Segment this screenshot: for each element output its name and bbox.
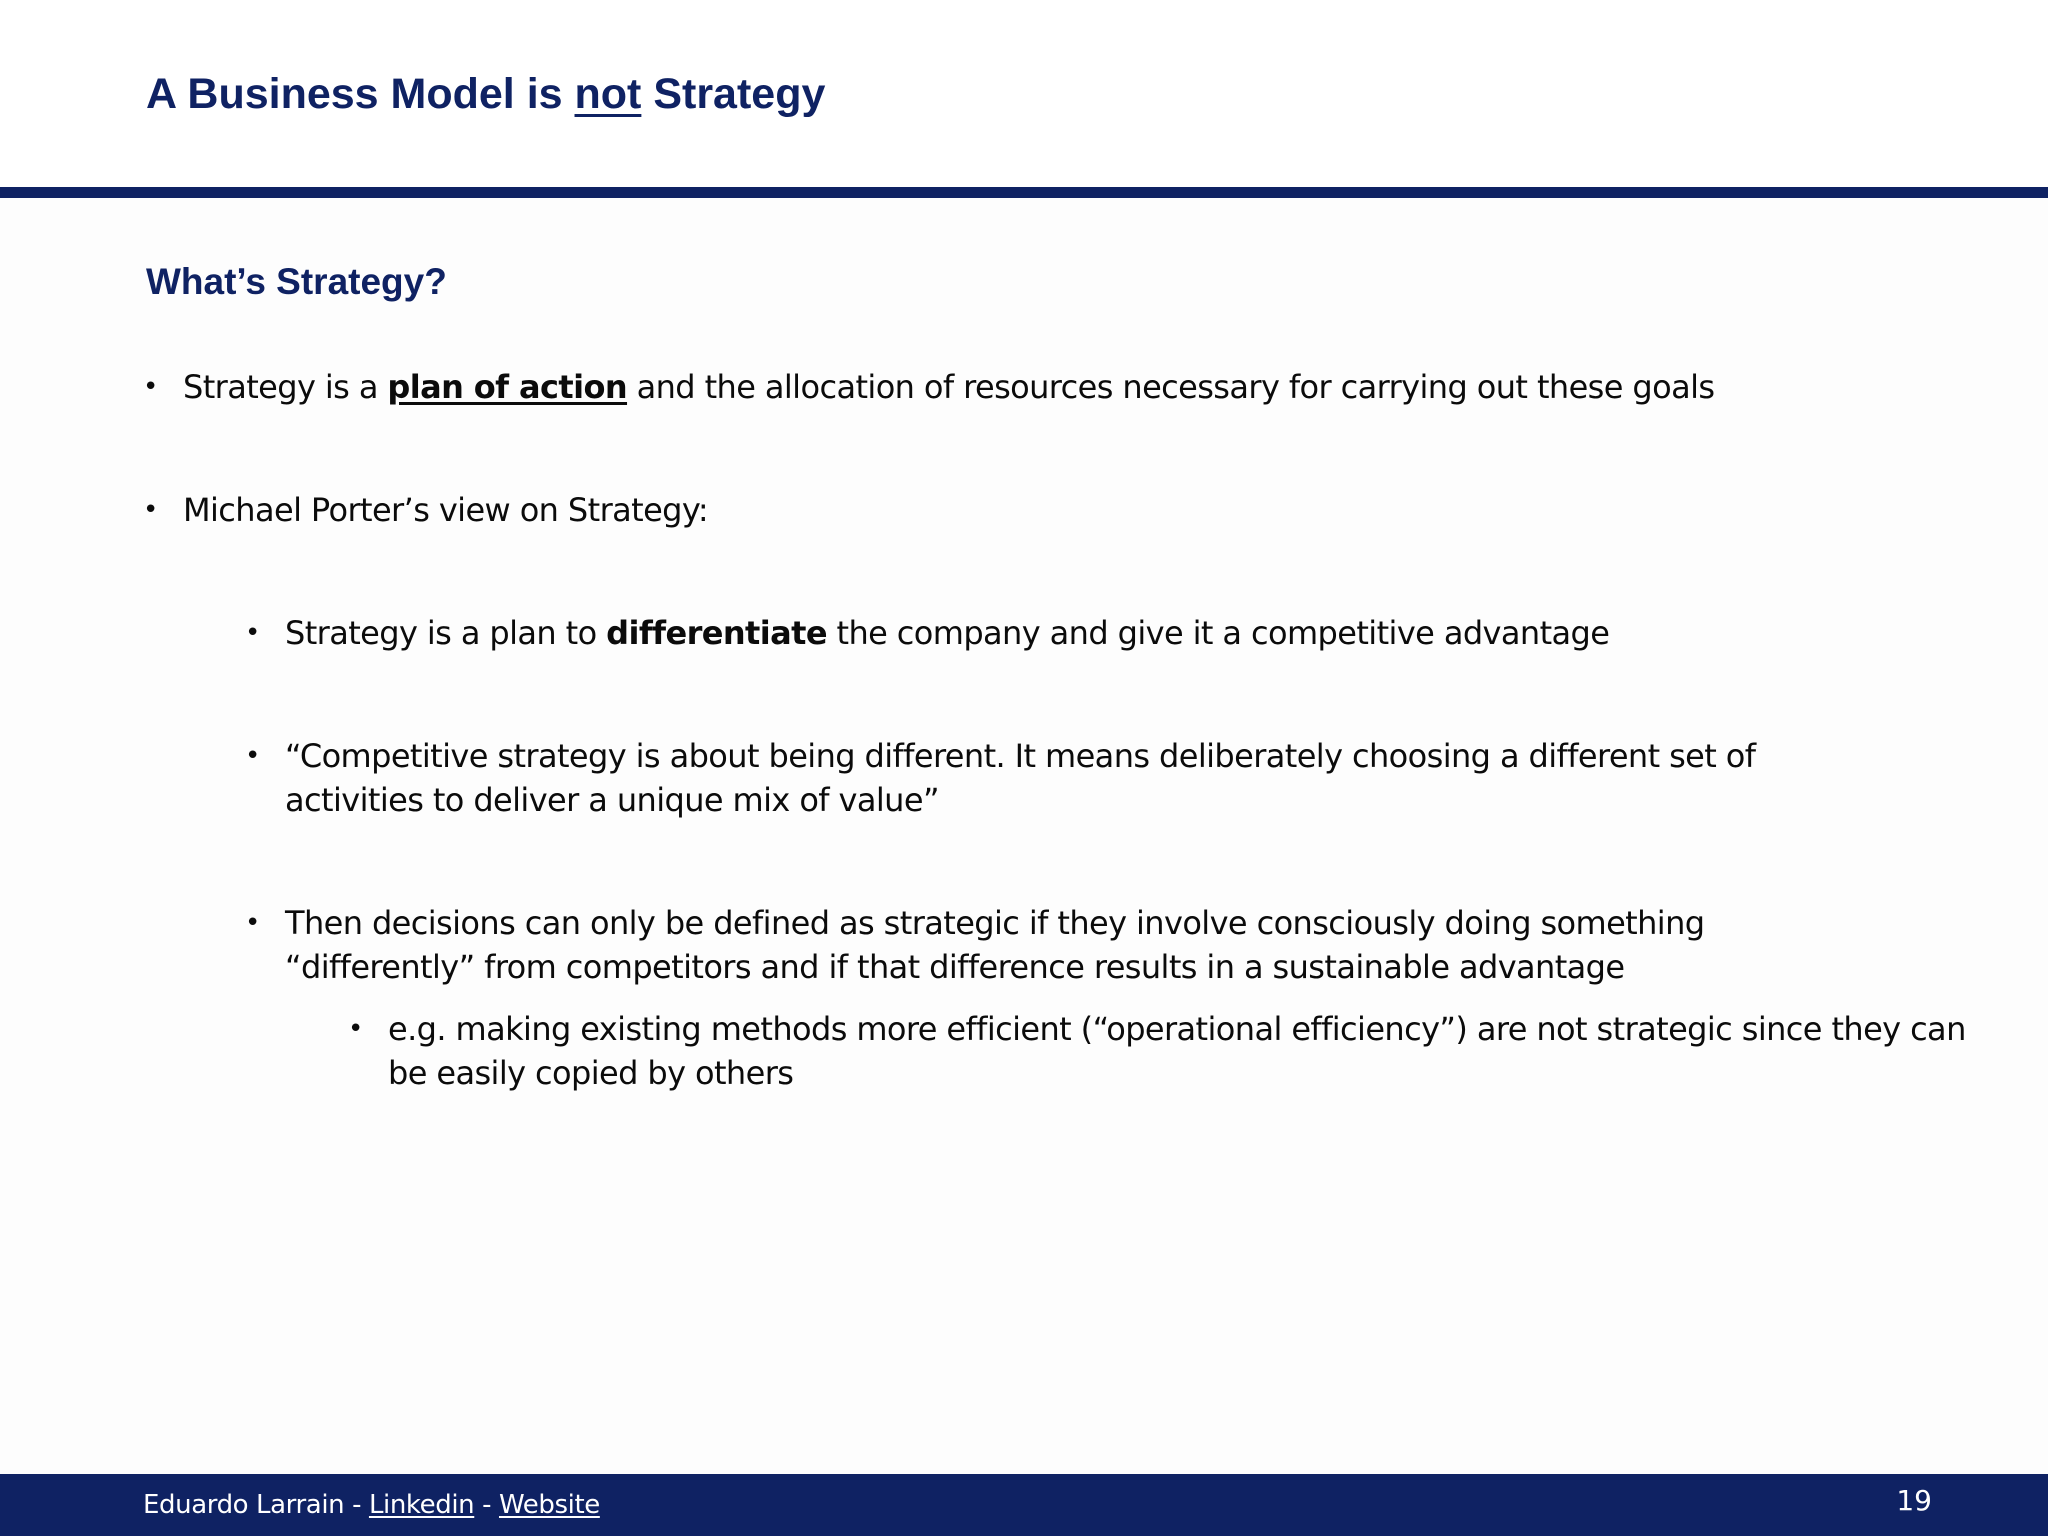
- slide-footer: [0, 1474, 2048, 1536]
- title-part-1: A Business Model is: [146, 70, 575, 118]
- bullet-text: Then decisions can only be defined as strategic if they involve consciously doing something “differently” from competitors and if that difference results in a sustainable advantage: [285, 904, 1705, 986]
- bullet-text-after: and the allocation of resources necessary for carrying out these goals: [627, 368, 1715, 406]
- bullet-text-before: Strategy is a: [183, 368, 388, 406]
- bullet-text: e.g. making existing methods more efficient (“operational efficiency”) are not strategic since they can be easily copied by others: [388, 1010, 1966, 1092]
- footer-author: Eduardo Larrain -: [143, 1490, 369, 1520]
- bullet-emphasis: differentiate: [606, 614, 827, 652]
- bullet-text: “Competitive strategy is about being different. It means deliberately choosing a different set of activities to deliver a unique mix of value”: [285, 737, 1756, 819]
- title-emphasis: not: [574, 70, 642, 118]
- bullet-text-after: the company and give it a competitive advantage: [826, 614, 1610, 652]
- linkedin-link[interactable]: Linkedin: [368, 1490, 475, 1520]
- slide-title: [146, 68, 825, 120]
- bullet-text-before: Strategy is a plan to: [285, 614, 607, 652]
- sub-bullet-strategic-decisions: [245, 901, 1865, 989]
- bullet-text: Michael Porter’s view on Strategy:: [183, 491, 709, 529]
- bullet-emphasis: plan of action: [387, 368, 628, 406]
- bullet-porter-view: [143, 488, 1963, 532]
- section-title: What’s Strategy?: [146, 261, 447, 302]
- footer-credit: [143, 1488, 600, 1522]
- bullet-marker: •: [245, 741, 260, 771]
- sub-bullet-differentiate: [245, 611, 1965, 655]
- website-link[interactable]: Website: [498, 1490, 600, 1520]
- bullet-marker: •: [245, 908, 260, 938]
- title-part-2: Strategy: [641, 70, 826, 118]
- bullet-marker: •: [245, 618, 260, 648]
- sub-bullet-porter-quote: [245, 734, 1885, 822]
- bullet-marker: •: [143, 372, 158, 402]
- slide-header: [0, 0, 2048, 187]
- header-divider: [0, 187, 2048, 198]
- bullet-marker: •: [143, 495, 158, 525]
- sub-sub-bullet-operational-efficiency: [348, 1007, 1968, 1095]
- footer-separator: -: [474, 1490, 499, 1520]
- bullet-strategy-plan: [143, 365, 2003, 409]
- page-number: 19: [1896, 1484, 1932, 1517]
- bullet-marker: •: [348, 1014, 363, 1044]
